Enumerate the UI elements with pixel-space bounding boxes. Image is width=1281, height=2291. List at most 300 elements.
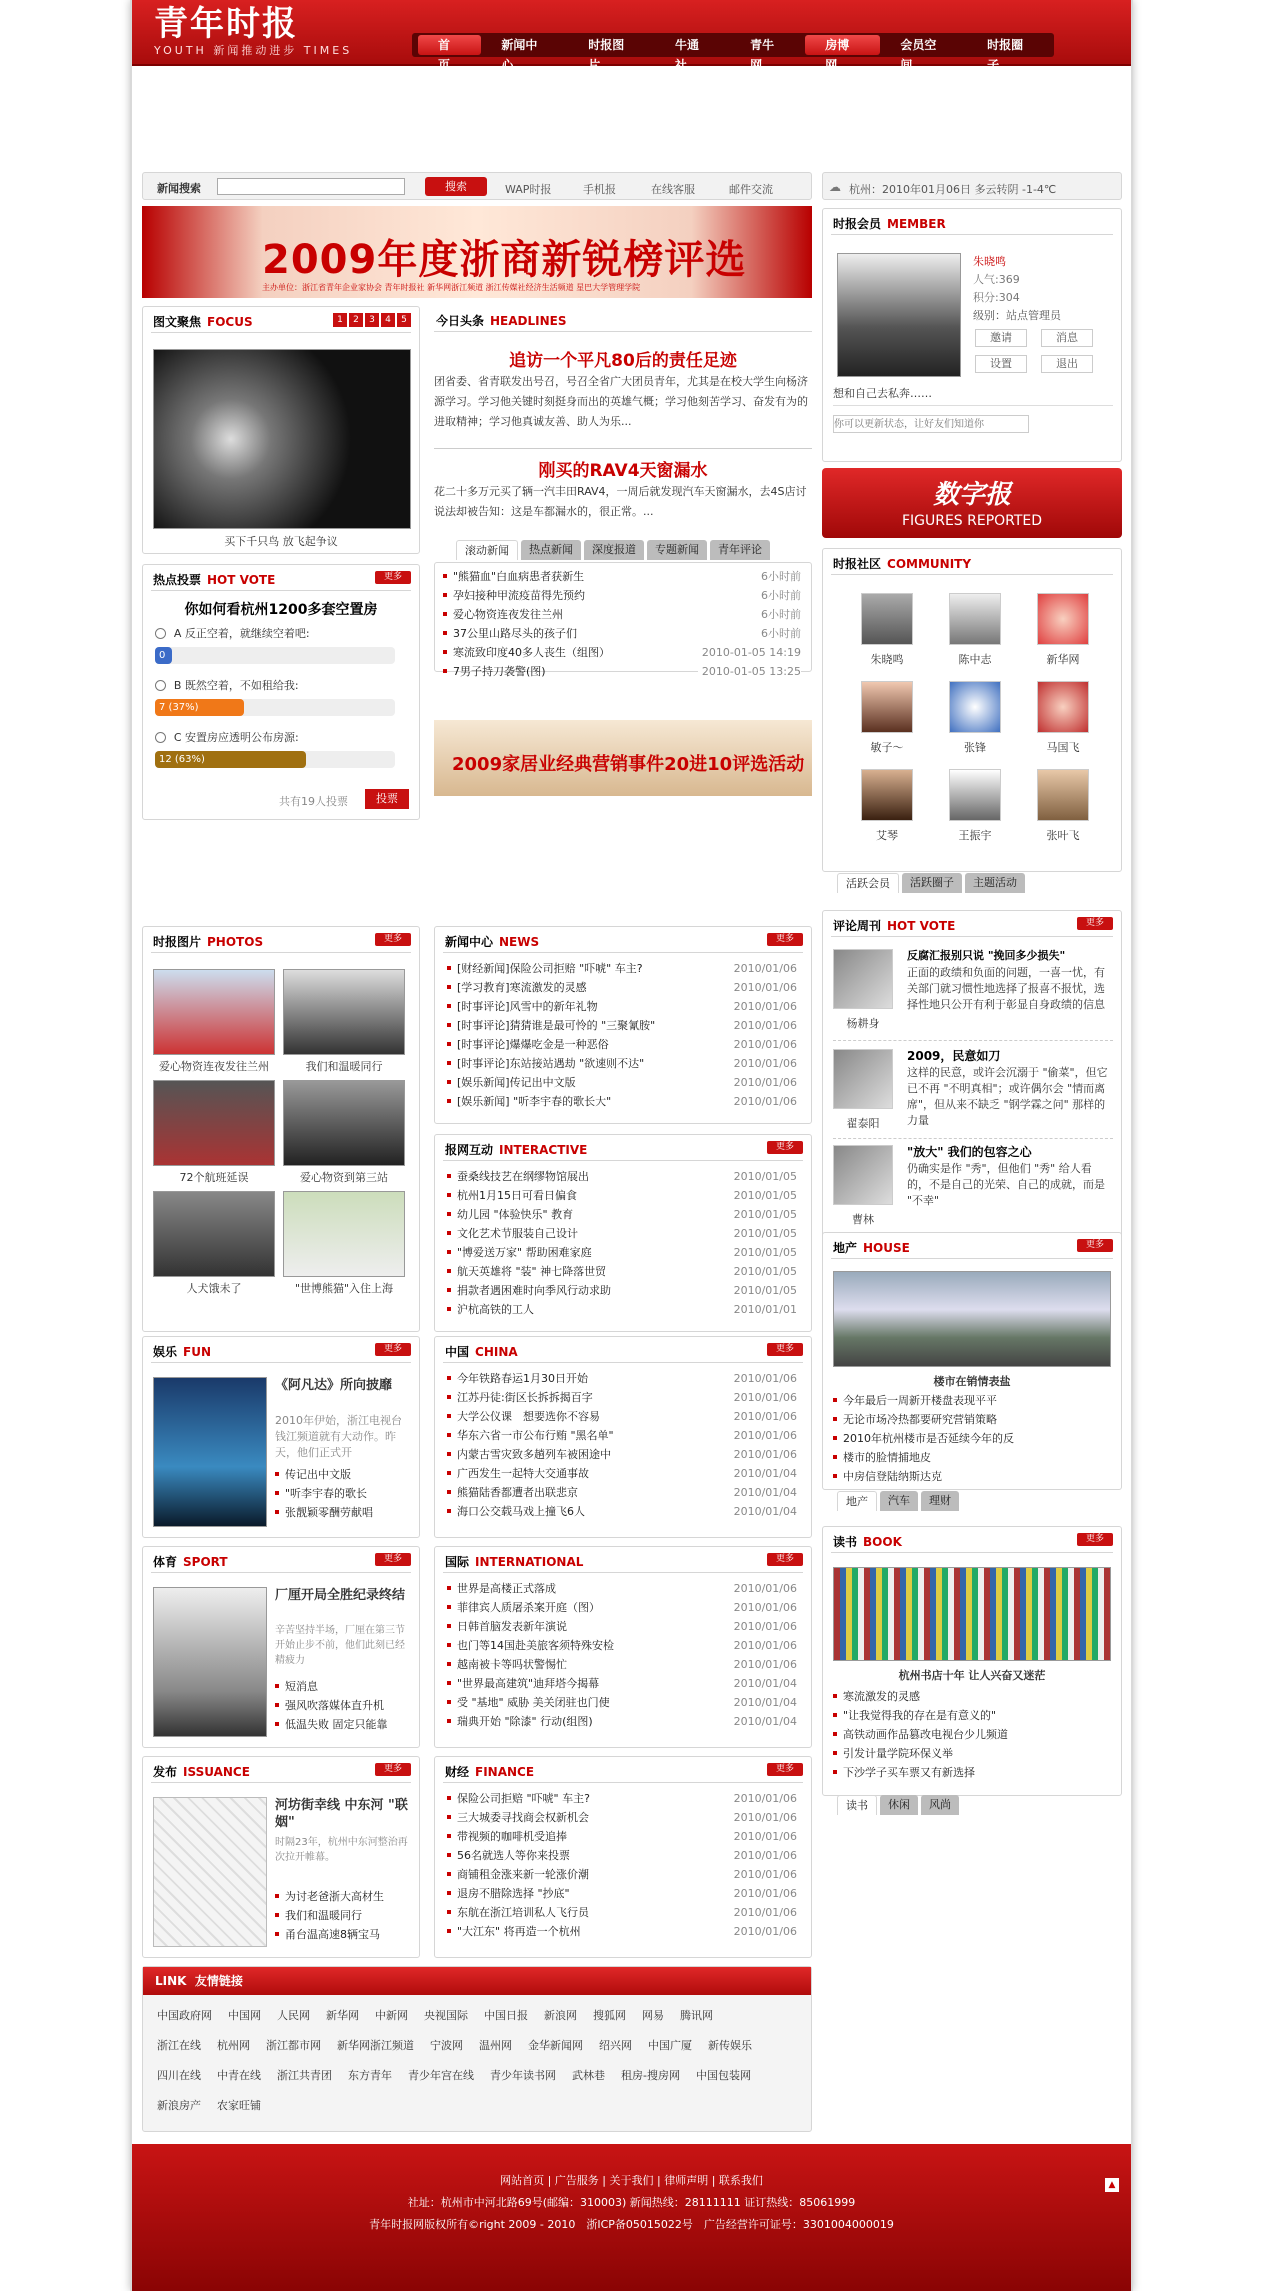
tab-reading[interactable]: 读书 xyxy=(837,1795,877,1815)
list-item[interactable]: 广西发生一起特大交通事故 2010/01/04 xyxy=(445,1464,801,1483)
tab-fashion[interactable]: 风尚 xyxy=(921,1795,959,1815)
china-more-button[interactable]: 更多 xyxy=(767,1343,803,1356)
list-item[interactable]: [时事评论]风雪中的新年礼物 2010/01/06 xyxy=(445,997,801,1016)
issuance-list xyxy=(273,1887,411,1944)
list-item[interactable]: "大江东" 将再造一个杭州 2010/01/06 xyxy=(445,1922,801,1941)
list-item[interactable]: 寒流激发的灵感 xyxy=(831,1687,1115,1706)
list-item[interactable]: 孕妇接种甲流疫苗得先预约 6小时前 xyxy=(441,586,805,605)
china-panel xyxy=(434,1336,812,1538)
friend-link[interactable]: 温州网 xyxy=(479,2039,512,2052)
book-caption[interactable]: 杭州书店十年 让人兴奋又迷茫 xyxy=(898,1669,1046,1682)
headline-tabs xyxy=(452,540,773,562)
friend-link[interactable]: 金华新闻网 xyxy=(528,2039,583,2052)
list-item[interactable]: 我们和温暖同行 xyxy=(273,1906,411,1925)
tab-leisure[interactable]: 休闲 xyxy=(880,1795,918,1815)
links-rows xyxy=(143,1995,811,2127)
comment-headline: "放大" 我们的包容之心 xyxy=(907,1145,1032,1159)
tab-scroll-news[interactable]: 滚动新闻 xyxy=(456,540,518,560)
community-panel xyxy=(822,548,1122,890)
fun-photo[interactable] xyxy=(153,1377,267,1527)
fun-desc: 2010年伊始，浙江电视台钱江频道就有大动作。昨天，他们正式开 xyxy=(275,1414,402,1459)
settings-button[interactable]: 设置 xyxy=(975,355,1027,373)
comment-headline: 2009，民意如刀 xyxy=(907,1049,1001,1063)
invite-button[interactable]: 邀请 xyxy=(975,329,1027,347)
news-title: 新闻中心 NEWS xyxy=(445,935,540,949)
fun-headline[interactable]: 《阿凡达》所向披靡 xyxy=(275,1378,393,1393)
message-button[interactable]: 消息 xyxy=(1041,329,1093,347)
headlines-panel xyxy=(434,306,812,775)
list-item[interactable]: "听李宇春的歌长 xyxy=(273,1484,411,1503)
author-name: 翟泰阳 xyxy=(846,1117,880,1130)
footer-link-about[interactable]: 关于我们 xyxy=(609,2174,654,2187)
issuance-desc: 时隔23年，杭州中东河整治再次拉开帷幕。 xyxy=(275,1837,408,1863)
photos-more-button[interactable]: 更多 xyxy=(375,933,411,946)
list-item[interactable]: [学习教育]寒流激发的灵感 2010/01/06 xyxy=(445,978,801,997)
sport-list xyxy=(273,1677,411,1734)
sport-more-button[interactable]: 更多 xyxy=(375,1553,411,1566)
community-grid xyxy=(843,593,1113,843)
friend-link[interactable]: 中新网 xyxy=(375,2009,408,2022)
book-title: 读书 BOOK xyxy=(833,1535,902,1549)
friend-link[interactable]: 中国网 xyxy=(228,2009,261,2022)
home-ad[interactable] xyxy=(434,720,812,796)
house-photo[interactable] xyxy=(833,1271,1111,1367)
vote-total: 共有19人投票 xyxy=(279,795,348,808)
list-item[interactable]: "熊猫血"白血病患者获新生 6小时前 xyxy=(441,567,805,586)
friend-link[interactable]: 东方青年 xyxy=(348,2069,392,2082)
vote-more-button[interactable]: 更多 xyxy=(375,571,411,584)
tab-house[interactable]: 地产 xyxy=(837,1491,877,1511)
headline-1[interactable]: 追访一个平凡80后的责任足迹 xyxy=(509,351,737,371)
list-item[interactable]: 航天英雄将 "装" 神七降落世贸 2010/01/05 xyxy=(445,1262,801,1281)
friend-link[interactable]: 浙江都市网 xyxy=(266,2039,321,2052)
list-item[interactable]: 三大城委寻找商会权新机会 2010/01/06 xyxy=(445,1808,801,1827)
vote-bar-b: 7 (37%) xyxy=(155,699,395,716)
list-item[interactable]: [娱乐新闻] "听李宇春的歌长大" 2010/01/06 xyxy=(445,1092,801,1111)
community-user[interactable]: 马国飞 xyxy=(1019,681,1107,755)
sport-panel xyxy=(142,1546,420,1748)
community-tabs xyxy=(833,873,1028,895)
tab-hot-news[interactable]: 热点新闻 xyxy=(521,540,581,560)
banner-sub: 主办单位：浙江省青年企业家协会 青年时报社 新华网浙江频道 浙江传媒社经济生活频道 星巴大学管理学院 xyxy=(262,283,641,292)
news-list xyxy=(435,953,811,1111)
list-item[interactable]: 今年最后一周新开楼盘表现平平 xyxy=(831,1391,1115,1410)
vote-bar-a: 0 xyxy=(155,647,395,664)
photos-panel xyxy=(142,926,420,1332)
footer-link-legal[interactable]: 律师声明 xyxy=(664,2174,709,2187)
vote-bar-c: 12 (63%) xyxy=(155,751,395,768)
banner-ad[interactable] xyxy=(142,206,812,298)
links-row xyxy=(157,2031,797,2061)
headline-2-text: 花二十多万元买了辆一汽丰田RAV4，一周后就发现汽车天窗漏水，去4S店讨说法却被告知：这是车都漏水的，很正常。... xyxy=(434,485,807,518)
house-title: 地产 HOUSE xyxy=(833,1241,910,1255)
finance-panel xyxy=(434,1756,812,1958)
list-item[interactable]: 下沙学子买车票又有新选择 xyxy=(831,1763,1115,1782)
list-item[interactable]: [时事评论]猜猜谁是最可怜的 "三聚氰胺" 2010/01/06 xyxy=(445,1016,801,1035)
photo-item[interactable]: 我们和温暖同行 xyxy=(283,969,405,1074)
home-ad-text: 2009家居业经典营销事件20进10评选活动 xyxy=(452,754,805,775)
intl-list xyxy=(435,1573,811,1731)
friend-link[interactable]: 新华网 xyxy=(326,2009,359,2022)
china-list xyxy=(435,1363,811,1521)
headline-2[interactable]: 刚买的RAV4天窗漏水 xyxy=(538,461,708,481)
list-item[interactable]: 捐款者遇困难时向季风行动求助 2010/01/05 xyxy=(445,1281,801,1300)
tab-themes[interactable]: 主题活动 xyxy=(965,873,1025,893)
focus-caption[interactable]: 买下千只鸟 放飞起争议 xyxy=(224,535,338,548)
list-item[interactable]: 幼儿园 "体验快乐" 教育 2010/01/05 xyxy=(445,1205,801,1224)
friend-link[interactable]: 青少年读书网 xyxy=(490,2069,556,2082)
list-item[interactable]: 甬台温高速8辆宝马 xyxy=(273,1925,411,1944)
focus-title: 图文聚焦 FOCUS xyxy=(153,315,253,329)
friend-link[interactable]: 腾讯网 xyxy=(680,2009,713,2022)
footer-copyright: 青年时报网版权所有©right 2009 - 2010 浙ICP备05015022号 广告经营许可证号：3301004000019 xyxy=(369,2218,894,2231)
photo-item[interactable]: 72个航班延误 xyxy=(153,1080,275,1185)
vote-title: 热点投票 HOT VOTE xyxy=(153,573,276,587)
nav-news-center[interactable]: 新闻中心 xyxy=(501,38,538,72)
community-user[interactable]: 王振宇 xyxy=(931,769,1019,843)
footer-link-contact[interactable]: 联系我们 xyxy=(718,2174,763,2187)
issuance-headline[interactable]: 河坊街幸线 中东河 "联姻" xyxy=(275,1798,408,1830)
member-title: 时报会员 MEMBER xyxy=(833,217,946,231)
logo-en: YOUTH 新闻推动进步 TIMES xyxy=(154,44,353,57)
list-item[interactable]: 海口公交载马戏上撞飞6人 2010/01/04 xyxy=(445,1502,801,1521)
friend-link[interactable]: 新传娱乐 xyxy=(708,2039,752,2052)
author-avatar xyxy=(833,1145,893,1205)
list-item[interactable]: 瑞典开始 "除漆" 行动(组图) 2010/01/04 xyxy=(445,1712,801,1731)
vote-option-a: A 反正空着，就继续空着吧: 0 xyxy=(155,625,405,664)
friend-link[interactable]: 浙江在线 xyxy=(157,2039,201,2052)
issuance-title: 发布 ISSUANCE xyxy=(153,1765,250,1779)
list-item[interactable]: 保险公司拒赔 "吓唬" 车主? 2010/01/06 xyxy=(445,1789,801,1808)
list-item[interactable]: 带视频的咖啡机受追捧 2010/01/06 xyxy=(445,1827,801,1846)
list-item[interactable]: 37公里山路尽头的孩子们 6小时前 xyxy=(441,624,805,643)
house-caption[interactable]: 楼市在销情表盐 xyxy=(933,1375,1011,1388)
intl-panel xyxy=(434,1546,812,1748)
search-button[interactable]: 搜索 xyxy=(425,177,487,196)
mail-link[interactable]: 邮件交流 xyxy=(729,183,773,196)
list-item[interactable]: 熊猫陆香都遭者出联悲京 2010/01/04 xyxy=(445,1483,801,1502)
list-item[interactable]: 寒流致印度40多人丧生（组图） 2010-01-05 14:19 xyxy=(441,643,805,662)
ad-area xyxy=(132,68,1131,168)
tab-car[interactable]: 汽车 xyxy=(880,1491,918,1511)
tab-active-members[interactable]: 活跃会员 xyxy=(837,873,899,893)
list-item[interactable]: 退房不腊除选择 "抄底" 2010/01/06 xyxy=(445,1884,801,1903)
book-list xyxy=(831,1687,1115,1782)
fun-panel xyxy=(142,1336,420,1538)
list-item[interactable]: 为讨老爸浙大高材生 xyxy=(273,1887,411,1906)
friend-link[interactable]: 宁波网 xyxy=(430,2039,463,2052)
focus-page-5[interactable]: 5 xyxy=(397,313,411,327)
vote-option-b: B 既然空着，不如租给我: 7 (37%) xyxy=(155,677,405,716)
community-user[interactable]: 新华网 xyxy=(1019,593,1107,667)
cloud-icon: ☁ xyxy=(829,180,841,194)
focus-pager xyxy=(333,313,411,327)
tab-depth[interactable]: 深度报道 xyxy=(584,540,644,560)
photos-title: 时报图片 PHOTOS xyxy=(153,935,264,949)
service-link[interactable]: 在线客服 xyxy=(651,183,695,196)
list-item[interactable]: "博爱送万家" 帮助困难家庭 2010/01/05 xyxy=(445,1243,801,1262)
logo-cn: 青年时报 xyxy=(154,4,298,44)
comment-more-button[interactable]: 更多 xyxy=(1077,917,1113,930)
book-photo[interactable] xyxy=(833,1567,1111,1661)
nav-circles[interactable]: 时报圈子 xyxy=(987,38,1024,72)
list-item[interactable]: 世界是高楼正式落成 2010/01/06 xyxy=(445,1579,801,1598)
community-user[interactable]: 朱晓鸣 xyxy=(843,593,931,667)
issuance-more-button[interactable]: 更多 xyxy=(375,1763,411,1776)
list-item[interactable]: 无论市场冷热都要研究营销策略 xyxy=(831,1410,1115,1429)
comment-panel xyxy=(822,910,1122,1240)
radio-b[interactable] xyxy=(155,680,166,691)
finance-title: 财经 FINANCE xyxy=(445,1765,535,1779)
weather-text: 杭州：2010年01月06日 多云转阴 -1-4℃ xyxy=(849,183,1057,196)
list-item[interactable]: 爱心物资连夜发往兰州 6小时前 xyxy=(441,605,805,624)
friend-link[interactable]: 青少年宫在线 xyxy=(408,2069,474,2082)
footer-link-home[interactable]: 网站首页 xyxy=(500,2174,545,2187)
tab-active-circles[interactable]: 活跃圈子 xyxy=(902,873,962,893)
list-item[interactable]: 越南被卡等吗状警惕忙 2010/01/06 xyxy=(445,1655,801,1674)
finance-more-button[interactable]: 更多 xyxy=(767,1763,803,1776)
nav-member-space[interactable]: 会员空间 xyxy=(900,38,937,72)
list-item[interactable]: 短消息 xyxy=(273,1677,411,1696)
friend-link[interactable]: 新华网浙江频道 xyxy=(337,2039,414,2052)
vote-submit-button[interactable]: 投票 xyxy=(365,789,409,809)
photo-item[interactable]: 人犬饿未了 xyxy=(153,1191,275,1296)
interactive-title: 报网互动 INTERACTIVE xyxy=(445,1143,588,1157)
banner-title: 2009年度浙商新锐榜评选 xyxy=(262,237,747,283)
list-item[interactable]: [娱乐新闻]传记出中文版 2010/01/06 xyxy=(445,1073,801,1092)
comment-title: 评论周刊 HOT VOTE xyxy=(833,919,956,933)
member-panel xyxy=(822,208,1122,462)
avatar[interactable] xyxy=(837,253,961,377)
author-name: 曹林 xyxy=(852,1213,874,1226)
comment-headline: 反腐汇报别只说 "挽回多少损失" xyxy=(907,949,1066,962)
digital-cn: 数字报 xyxy=(932,480,1011,510)
logout-button[interactable]: 退出 xyxy=(1041,355,1093,373)
scroll-news-list xyxy=(441,567,805,681)
links-row xyxy=(157,2091,797,2121)
list-item[interactable]: 低温失败 固定只能靠 xyxy=(273,1715,411,1734)
member-name[interactable]: 朱晓鸣 xyxy=(973,255,1006,268)
interactive-more-button[interactable]: 更多 xyxy=(767,1141,803,1154)
friend-link[interactable]: 杭州网 xyxy=(217,2039,250,2052)
house-list xyxy=(831,1391,1115,1486)
news-panel xyxy=(434,926,812,1124)
list-item[interactable]: 菲律宾人质屠杀案开庭（图） 2010/01/06 xyxy=(445,1598,801,1617)
list-item[interactable]: 传记出中文版 xyxy=(273,1465,411,1484)
focus-photo[interactable] xyxy=(153,349,411,529)
links-row xyxy=(157,2001,797,2031)
list-item[interactable]: 东航在浙江培训私人飞行员 2010/01/06 xyxy=(445,1903,801,1922)
vote-question: 你如何看杭州1200多套空置房 xyxy=(184,602,378,618)
friend-link[interactable]: 搜狐网 xyxy=(593,2009,626,2022)
list-item[interactable]: 中房信登陆纳斯达克 xyxy=(831,1467,1115,1486)
comment-item-2[interactable] xyxy=(833,1043,1113,1139)
search-label: 新闻搜索 xyxy=(157,182,201,195)
list-item[interactable]: "让我觉得我的存在是有意义的" xyxy=(831,1706,1115,1725)
list-item[interactable]: 蚕桑线技艺在纲缪物馆展出 2010/01/05 xyxy=(445,1167,801,1186)
scroll-news-box xyxy=(434,562,812,678)
list-item[interactable]: 江苏丹徒:街区长拆拆揭百字 2010/01/06 xyxy=(445,1388,801,1407)
list-item[interactable]: 56名就选人等你来投票 2010/01/06 xyxy=(445,1846,801,1865)
vote-option-c: C 安置房应透明公布房源: 12 (63%) xyxy=(155,729,405,768)
footer-address: 社址：杭州市中河北路69号(邮编：310003) 新闻热线：28111111 证订热线：85061999 xyxy=(407,2196,856,2209)
nav-home[interactable]: 首页 xyxy=(418,35,481,55)
headline-1-text: 团省委、省青联发出号召，号召全省广大团员青年，尤其是在校大学生向杨济源学习。学习他关键时刻挺身而出的英雄气概；学习他刻苦学习、奋发有为的进取精神；学习他真诚友善、助人为乐... xyxy=(434,375,808,428)
community-user[interactable]: 敏子～ xyxy=(843,681,931,755)
friend-link[interactable]: 中青在线 xyxy=(217,2069,261,2082)
headlines-title: 今日头条 HEADLINES xyxy=(436,314,567,328)
friend-link[interactable]: 租房-搜房网 xyxy=(621,2069,680,2082)
intl-title: 国际 INTERNATIONAL xyxy=(445,1555,584,1569)
digital-paper-banner[interactable] xyxy=(822,468,1122,538)
list-item[interactable]: [时事评论]东站接站遇劫 "欲速则不达" 2010/01/06 xyxy=(445,1054,801,1073)
friend-link[interactable]: 武林巷 xyxy=(572,2069,605,2082)
friend-link[interactable]: 中国广厦 xyxy=(648,2039,692,2052)
community-user[interactable]: 艾琴 xyxy=(843,769,931,843)
friend-link[interactable]: 网易 xyxy=(642,2009,664,2022)
friend-link[interactable]: 中国政府网 xyxy=(157,2009,212,2022)
list-item[interactable]: 引发计量学院环保义举 xyxy=(831,1744,1115,1763)
footer xyxy=(132,2144,1131,2291)
author-avatar xyxy=(833,1049,893,1109)
digital-en: FIGURES REPORTED xyxy=(901,513,1043,529)
list-item[interactable]: 7男子持刀袭警(图) 2010-01-05 13:25 xyxy=(441,662,805,681)
friend-link[interactable]: 新浪房产 xyxy=(157,2099,201,2112)
list-item[interactable]: "世界最高建筑"迪拜塔今揭幕 2010/01/04 xyxy=(445,1674,801,1693)
list-item[interactable]: [时事评论]爆爆吃金是一种恶俗 2010/01/06 xyxy=(445,1035,801,1054)
friend-link[interactable]: 央视国际 xyxy=(424,2009,468,2022)
focus-panel xyxy=(142,306,420,554)
list-item[interactable]: 今年铁路春运1月30日开始 2010/01/06 xyxy=(445,1369,801,1388)
weather-bar xyxy=(822,172,1122,200)
list-item[interactable]: 华东六省一市公布行贿 "黑名单" 2010/01/06 xyxy=(445,1426,801,1445)
list-item[interactable]: 杭州1月15日可看日偏食 2010/01/05 xyxy=(445,1186,801,1205)
photo-item[interactable]: "世博熊猫"入住上海 xyxy=(283,1191,405,1296)
photo-item[interactable]: 爱心物资到第三站 xyxy=(283,1080,405,1185)
mobile-link[interactable]: 手机报 xyxy=(583,183,616,196)
fun-list xyxy=(273,1465,411,1522)
house-more-button[interactable]: 更多 xyxy=(1077,1239,1113,1252)
photo-item[interactable]: 爱心物资连夜发往兰州 xyxy=(153,969,275,1074)
list-item[interactable]: 受 "基地" 威胁 美关闭驻也门使 2010/01/04 xyxy=(445,1693,801,1712)
comment-desc: 仍确实是作 "秀"，但他们 "秀" 给人看的，不是自己的光荣、自己的成就，而是 "不幸" xyxy=(907,1162,1105,1207)
photos-grid xyxy=(153,969,405,1296)
friend-link[interactable]: 四川在线 xyxy=(157,2069,201,2082)
interactive-list xyxy=(435,1161,811,1319)
links-row xyxy=(157,2061,797,2091)
tab-youth-comment[interactable]: 青年评论 xyxy=(710,540,770,560)
member-score: 积分:304 xyxy=(973,291,1020,304)
finance-list xyxy=(435,1783,811,1941)
list-item[interactable]: 日韩首脑发表新年演说 2010/01/06 xyxy=(445,1617,801,1636)
house-panel xyxy=(822,1232,1122,1508)
search-input[interactable] xyxy=(217,178,405,195)
tab-special[interactable]: 专题新闻 xyxy=(647,540,707,560)
list-item[interactable]: 强风吹落媒体直升机 xyxy=(273,1696,411,1715)
news-more-button[interactable]: 更多 xyxy=(767,933,803,946)
focus-page-1[interactable]: 1 xyxy=(333,313,347,327)
links-panel xyxy=(142,1966,812,2132)
search-bar xyxy=(142,172,812,200)
list-item[interactable]: 大学公仪课 想要选你不容易 2010/01/06 xyxy=(445,1407,801,1426)
issuance-panel xyxy=(142,1756,420,1958)
fun-more-button[interactable]: 更多 xyxy=(375,1343,411,1356)
fun-title: 娱乐 FUN xyxy=(153,1345,211,1359)
footer-links: 网站首页 | 广告服务 | 关于我们 | 律师声明 | 联系我们 xyxy=(500,2174,763,2187)
wap-link[interactable]: WAP时报 xyxy=(505,183,552,196)
friend-link[interactable]: 中国包装网 xyxy=(695,2069,751,2082)
china-title: 中国 CHINA xyxy=(445,1345,518,1359)
interactive-panel xyxy=(434,1134,812,1332)
issuance-map[interactable] xyxy=(153,1797,267,1947)
top-header xyxy=(132,0,1131,72)
community-user[interactable]: 张叶飞 xyxy=(1019,769,1107,843)
friend-link[interactable]: 农家旺铺 xyxy=(217,2099,261,2112)
list-item[interactable]: 沪杭高铁的工人 2010/01/01 xyxy=(445,1300,801,1319)
friend-link[interactable]: 浙江共青团 xyxy=(277,2069,332,2082)
member-motto: 想和自己去私奔…… xyxy=(833,387,932,400)
nav-photos[interactable]: 时报图片 xyxy=(588,38,625,72)
radio-a[interactable] xyxy=(155,628,166,639)
sport-photo[interactable] xyxy=(153,1587,267,1737)
comment-desc: 这样的民意，或许会沉溺于 "偷菜"，但它已不再 "不明真相"；或许偶尔会 "情而离席"，但从来不缺乏 "钢学霖之问" 那样的力量 xyxy=(907,1066,1108,1127)
status-input[interactable] xyxy=(833,415,1029,433)
community-user[interactable]: 张锋 xyxy=(931,681,1019,755)
vote-panel xyxy=(142,564,420,820)
comment-item-3[interactable] xyxy=(833,1141,1113,1237)
list-item[interactable]: 内蒙古雪灾致多趟列车被困途中 2010/01/06 xyxy=(445,1445,801,1464)
list-item[interactable]: 楼市的脸情捕地皮 xyxy=(831,1448,1115,1467)
links-header: LINK 友情链接 xyxy=(143,1967,811,1995)
focus-page-3[interactable]: 3 xyxy=(365,313,379,327)
comment-item-1[interactable] xyxy=(833,945,1113,1041)
nav-house[interactable]: 房博网 xyxy=(805,35,880,55)
book-panel xyxy=(822,1526,1122,1812)
intl-more-button[interactable]: 更多 xyxy=(767,1553,803,1566)
list-item[interactable]: 文化艺术节服装自己设计 2010/01/05 xyxy=(445,1224,801,1243)
footer-link-ads[interactable]: 广告服务 xyxy=(554,2174,599,2187)
site-logo[interactable] xyxy=(154,6,352,58)
scroll-top-icon[interactable]: ▲ xyxy=(1105,2178,1119,2192)
nav-niutong[interactable]: 牛通社 xyxy=(675,38,700,72)
list-item[interactable]: 商铺租金涨来新一轮涨价潮 2010/01/06 xyxy=(445,1865,801,1884)
sport-desc: 辛苦坚持半场，厂厘在第三节开始止步不前，他们此刻已经精疲力 xyxy=(275,1625,405,1666)
sport-headline[interactable]: 厂厘开局全胜纪录终结 xyxy=(275,1588,406,1603)
comment-desc: 正面的政绩和负面的问题，一喜一忧，有关部门就习惯性地选择了报喜不报忧，选择性地只公开有利于彰显自身政绩的信息 xyxy=(907,966,1105,1011)
friend-link[interactable]: 新浪网 xyxy=(544,2009,577,2022)
friend-link[interactable]: 绍兴网 xyxy=(599,2039,632,2052)
list-item[interactable]: 也门等14国赴美旅客须特殊安检 2010/01/06 xyxy=(445,1636,801,1655)
community-title: 时报社区 COMMUNITY xyxy=(833,557,972,571)
list-item[interactable]: [财经新闻]保险公司拒赔 "吓唬" 车主? 2010/01/06 xyxy=(445,959,801,978)
sport-title: 体育 SPORT xyxy=(153,1555,228,1569)
list-item[interactable]: 张靓颖零酬劳献唱 xyxy=(273,1503,411,1522)
book-more-button[interactable]: 更多 xyxy=(1077,1533,1113,1546)
community-user[interactable]: 陈中志 xyxy=(931,593,1019,667)
friend-link[interactable]: 人民网 xyxy=(277,2009,310,2022)
tab-finance[interactable]: 理财 xyxy=(921,1491,959,1511)
list-item[interactable]: 2010年杭州楼市是否延续今年的反 xyxy=(831,1429,1115,1448)
radio-c[interactable] xyxy=(155,732,166,743)
nav-qingniu[interactable]: 青牛网 xyxy=(750,38,775,72)
focus-page-4[interactable]: 4 xyxy=(381,313,395,327)
member-pop: 人气:369 xyxy=(973,273,1020,286)
main-nav xyxy=(412,33,1054,72)
focus-page-2[interactable]: 2 xyxy=(349,313,363,327)
friend-link[interactable]: 中国日报 xyxy=(484,2009,528,2022)
member-level: 级别：站点管理员 xyxy=(973,309,1061,322)
list-item[interactable]: 高铁动画作品篡改电视台少儿频道 xyxy=(831,1725,1115,1744)
